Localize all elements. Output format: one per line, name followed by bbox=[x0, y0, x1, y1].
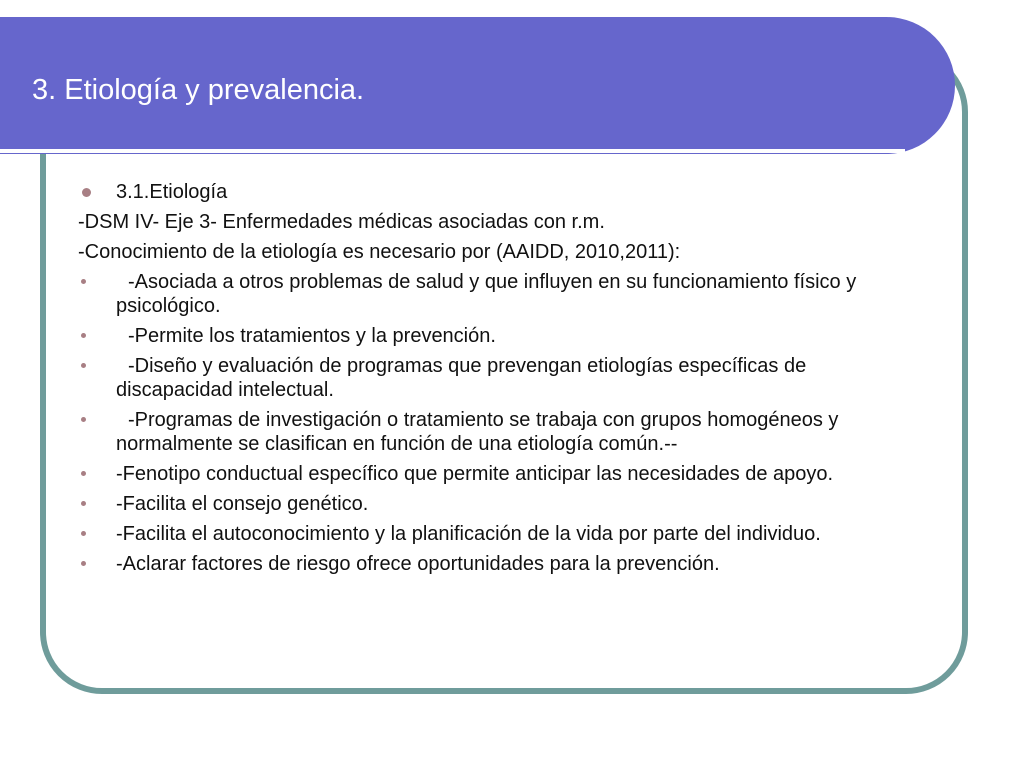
list-item-text: -Diseño y evaluación de programas que prevengan etiologías específicas de discapacidad intelectual. bbox=[116, 355, 807, 401]
slide-title: 3. Etiología y prevalencia. bbox=[32, 74, 365, 106]
small-bullet-icon bbox=[81, 531, 86, 536]
list-item bbox=[78, 408, 928, 456]
list-item bbox=[78, 492, 928, 516]
title-underline-rule bbox=[0, 149, 905, 153]
list-item-text: -Facilita el consejo genético. bbox=[116, 493, 369, 515]
list-item bbox=[78, 270, 928, 318]
list-item bbox=[78, 522, 928, 546]
small-bullet-icon bbox=[81, 471, 86, 476]
list-item-text: -Facilita el autoconocimiento y la planificación de la vida por parte del individuo. bbox=[116, 523, 821, 545]
section-heading: 3.1.Etiología bbox=[116, 181, 228, 203]
small-bullet-icon bbox=[81, 561, 86, 566]
list-item-text: -Programas de investigación o tratamiento se trabaja con grupos homogéneos y normalmente se clasifican en función de una etiología común.-- bbox=[116, 409, 839, 455]
list-item bbox=[78, 354, 928, 402]
title-banner bbox=[0, 17, 955, 154]
list-item bbox=[78, 552, 928, 576]
section-heading-bullet bbox=[78, 180, 928, 204]
list-item-text: -Asociada a otros problemas de salud y que influyen en su funcionamiento físico y psicológico. bbox=[116, 271, 857, 317]
small-bullet-icon bbox=[81, 279, 86, 284]
list-item bbox=[78, 324, 928, 348]
small-bullet-icon bbox=[81, 501, 86, 506]
slide-body bbox=[78, 180, 928, 582]
small-bullet-icon bbox=[81, 363, 86, 368]
bullet-dot-icon bbox=[82, 188, 91, 197]
list-item-text: -Aclarar factores de riesgo ofrece oportunidades para la prevención. bbox=[116, 553, 720, 575]
intro-line: -Conocimiento de la etiología es necesario por (AAIDD, 2010,2011): bbox=[78, 241, 681, 263]
list-item-text: -Fenotipo conductual específico que permite anticipar las necesidades de apoyo. bbox=[116, 463, 834, 485]
small-bullet-icon bbox=[81, 333, 86, 338]
intro-line: -DSM IV- Eje 3- Enfermedades médicas asociadas con r.m. bbox=[78, 211, 605, 233]
list-item-text: -Permite los tratamientos y la prevención. bbox=[128, 325, 496, 347]
list-item bbox=[78, 462, 928, 486]
small-bullet-icon bbox=[81, 417, 86, 422]
